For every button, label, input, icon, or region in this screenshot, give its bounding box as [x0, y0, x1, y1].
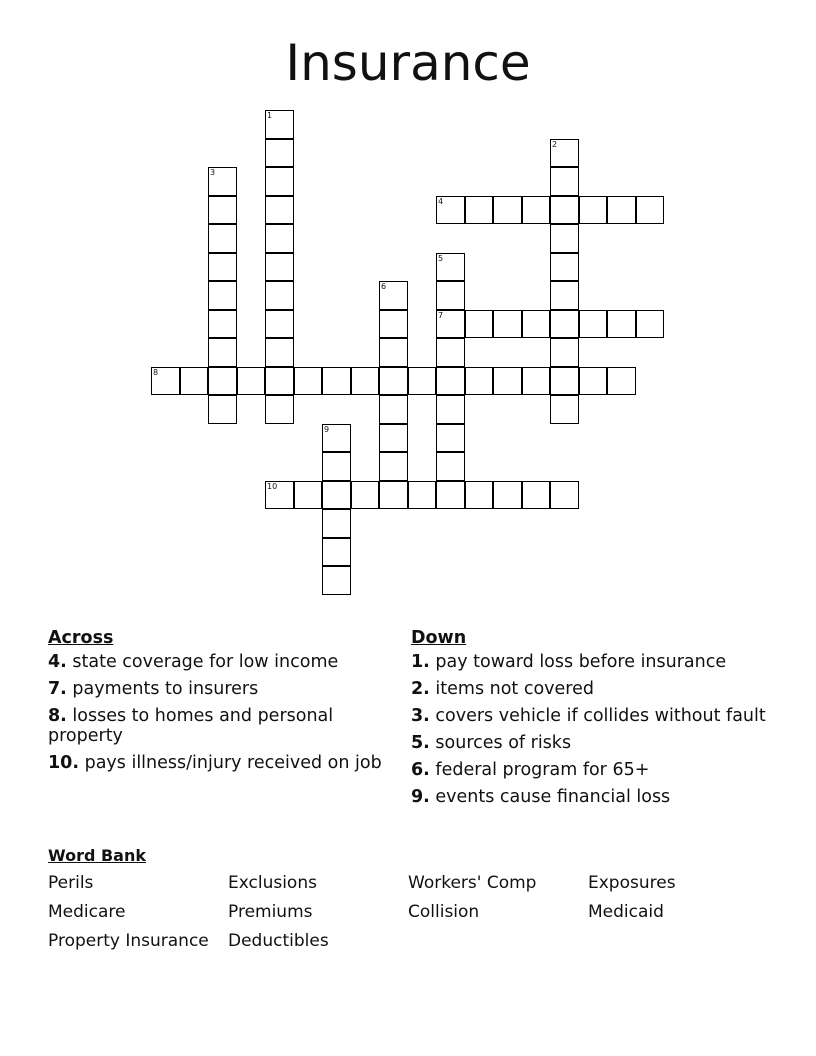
clue-across-10: 10. pays illness/injury received on job [48, 753, 382, 773]
grid-cell[interactable] [436, 338, 465, 367]
clue-across-8: 8. losses to homes and personal property [48, 706, 334, 746]
grid-cell[interactable] [493, 481, 522, 510]
grid-cell[interactable] [522, 481, 551, 510]
grid-cell[interactable] [208, 310, 237, 339]
word-bank-item: Property Insurance [48, 931, 209, 951]
grid-cell[interactable] [465, 310, 494, 339]
grid-cell[interactable] [379, 452, 408, 481]
word-bank-item: Exposures [588, 873, 676, 893]
clue-across-7: 7. payments to insurers [48, 679, 259, 699]
grid-cell[interactable] [493, 196, 522, 225]
grid-cell[interactable] [322, 424, 351, 453]
grid-cell[interactable] [379, 338, 408, 367]
grid-cell[interactable] [465, 481, 494, 510]
grid-cell[interactable] [607, 310, 636, 339]
grid-cell[interactable] [579, 310, 608, 339]
grid-cell[interactable] [237, 367, 266, 396]
grid-cell[interactable] [322, 538, 351, 567]
word-bank-heading: Word Bank [48, 846, 147, 865]
clue-down-5: 5. sources of risks [411, 733, 572, 753]
grid-cell[interactable] [579, 196, 608, 225]
grid-cell[interactable] [322, 452, 351, 481]
clue-number: 1 [267, 111, 273, 120]
grid-cell[interactable] [550, 281, 579, 310]
grid-cell[interactable] [294, 481, 323, 510]
down-clues [411, 628, 771, 814]
grid-cell[interactable] [180, 367, 209, 396]
page-title: Insurance [285, 34, 531, 92]
grid-cell[interactable] [550, 167, 579, 196]
grid-cell[interactable] [322, 509, 351, 538]
grid-cell[interactable] [265, 281, 294, 310]
grid-cell[interactable] [550, 367, 579, 396]
grid-cell[interactable] [265, 395, 294, 424]
grid-cell[interactable] [636, 196, 665, 225]
across-heading: Across [48, 628, 114, 648]
grid-cell[interactable] [294, 367, 323, 396]
grid-cell[interactable] [550, 224, 579, 253]
grid-cell[interactable] [436, 196, 465, 225]
grid-cell[interactable] [379, 424, 408, 453]
clue-number: 2 [552, 139, 558, 149]
grid-cell[interactable] [436, 281, 465, 310]
grid-cell[interactable] [208, 167, 237, 196]
grid-cell[interactable] [436, 424, 465, 453]
grid-cell[interactable] [265, 167, 294, 196]
word-bank-item: Workers' Comp [408, 873, 537, 893]
grid-cell[interactable] [436, 253, 465, 282]
grid-cell[interactable] [636, 310, 665, 339]
clue-number: 7 [438, 310, 444, 320]
grid-cell[interactable] [550, 395, 579, 424]
grid-cell[interactable] [550, 196, 579, 225]
word-bank-item: Collision [408, 902, 480, 922]
grid-cell[interactable] [351, 367, 380, 396]
grid-cell[interactable] [522, 196, 551, 225]
word-bank [48, 873, 768, 952]
clue-number: 9 [324, 424, 330, 434]
grid-cell[interactable] [607, 196, 636, 225]
word-bank-item: Medicaid [588, 902, 664, 922]
grid-cell[interactable] [208, 281, 237, 310]
grid-cell[interactable] [379, 367, 408, 396]
grid-cell[interactable] [550, 139, 579, 168]
grid-cell[interactable] [322, 367, 351, 396]
grid-cell[interactable] [265, 253, 294, 282]
grid-cell[interactable] [493, 310, 522, 339]
grid-cell[interactable] [322, 481, 351, 510]
grid-cell[interactable] [265, 338, 294, 367]
grid-cell[interactable] [550, 338, 579, 367]
grid-cell[interactable] [151, 367, 180, 396]
word-bank-item: Medicare [48, 902, 126, 922]
grid-cell[interactable] [493, 367, 522, 396]
grid-cell[interactable] [436, 310, 465, 339]
clue-down-9: 9. events cause financial loss [411, 787, 671, 807]
grid-cell[interactable] [522, 310, 551, 339]
grid-cell[interactable] [379, 481, 408, 510]
grid-cell[interactable] [208, 196, 237, 225]
grid-cell[interactable] [436, 481, 465, 510]
across-clues [48, 628, 388, 780]
grid-cell[interactable] [408, 481, 437, 510]
clue-number: 5 [438, 253, 444, 263]
clue-across-4: 4. state coverage for low income [48, 652, 339, 672]
grid-cell[interactable] [550, 481, 579, 510]
grid-cell[interactable] [265, 224, 294, 253]
grid-cell[interactable] [550, 253, 579, 282]
grid-cell[interactable] [265, 481, 294, 510]
grid-cell[interactable] [322, 566, 351, 595]
grid-cell[interactable] [522, 367, 551, 396]
grid-cell[interactable] [265, 196, 294, 225]
grid-cell[interactable] [208, 338, 237, 367]
clue-number: 8 [153, 367, 159, 377]
grid-cell[interactable] [579, 367, 608, 396]
clue-number: 10 [267, 481, 278, 491]
down-heading: Down [411, 628, 467, 648]
grid-cell[interactable] [265, 310, 294, 339]
grid-cell[interactable] [436, 367, 465, 396]
grid-cell[interactable] [208, 395, 237, 424]
grid-cell[interactable] [408, 367, 437, 396]
grid-cell[interactable] [208, 367, 237, 396]
word-bank-item: Exclusions [228, 873, 317, 893]
grid-cell[interactable] [379, 281, 408, 310]
clue-down-3: 3. covers vehicle if collides without fault [411, 706, 766, 726]
grid-cell[interactable] [607, 367, 636, 396]
grid-cell[interactable] [265, 110, 294, 139]
clue-number: 6 [381, 282, 387, 291]
grid-cell[interactable] [465, 367, 494, 396]
word-bank-item: Premiums [228, 902, 313, 922]
clue-down-6: 6. federal program for 65+ [411, 760, 650, 780]
grid-cell[interactable] [550, 310, 579, 339]
grid-cell[interactable] [379, 310, 408, 339]
grid-cell[interactable] [265, 139, 294, 168]
word-bank-item: Deductibles [228, 931, 329, 951]
clue-down-2: 2. items not covered [411, 679, 594, 699]
grid-cell[interactable] [436, 452, 465, 481]
clue-number: 4 [438, 196, 444, 206]
grid-cell[interactable] [379, 395, 408, 424]
grid-cell[interactable] [208, 224, 237, 253]
grid-cell[interactable] [351, 481, 380, 510]
grid-cell[interactable] [465, 196, 494, 225]
grid-cell[interactable] [436, 395, 465, 424]
grid-cell[interactable] [208, 253, 237, 282]
clue-down-1: 1. pay toward loss before insurance [411, 652, 727, 672]
clue-number: 3 [210, 168, 216, 177]
word-bank-item: Perils [48, 873, 94, 893]
grid-cell[interactable] [265, 367, 294, 396]
